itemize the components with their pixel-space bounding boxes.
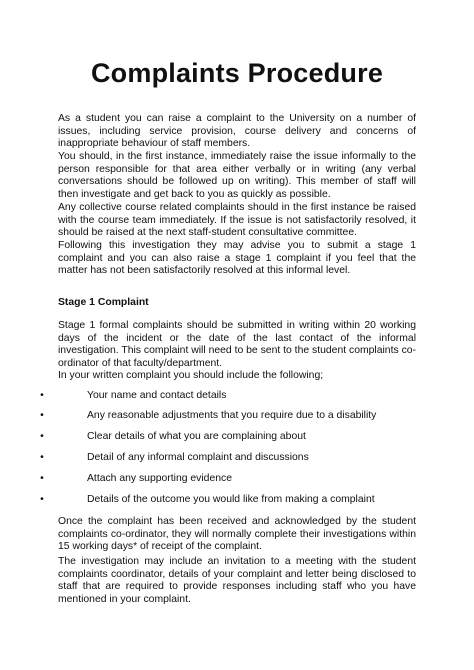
stage1-paragraph-2: In your written complaint you should include the following;: [58, 370, 324, 381]
list-item: [37, 493, 417, 507]
page-title: Complaints Procedure: [90, 58, 384, 88]
intro-paragraph-1: As a student you can raise a complaint to the University on a number of issues, including service provision, course delivery and concerns of inappropriate behaviour of staff members.: [58, 113, 416, 150]
list-item-text: Detail of any informal complaint and discussions: [87, 452, 309, 463]
bullet-icon: •: [40, 390, 44, 401]
list-item-text: Any reasonable adjustments that you require due to a disability: [87, 410, 377, 421]
intro-paragraph-2: You should, in the first instance, immediately raise the issue informally to the person responsible for that area either verbally or in writing (any verbal conversations should be followed up on writing). This member of staff will then investigate and get back to you as quickly as possible.: [58, 151, 416, 200]
stage1-paragraph-3: Once the complaint has been received and acknowledged by the student complaints co-ordinator, they will normally complete their investigations within 15 working days* of receipt of the complaint.: [58, 516, 416, 553]
list-item: [37, 409, 417, 423]
list-item-text: Details of the outcome you would like from making a complaint: [87, 494, 375, 505]
list-item: [37, 451, 417, 465]
bullet-icon: •: [40, 431, 44, 442]
list-item: [37, 430, 417, 444]
bullet-icon: •: [40, 452, 44, 463]
list-item-text: Clear details of what you are complaining about: [87, 431, 306, 442]
stage1-paragraph-4: The investigation may include an invitation to a meeting with the student complaints coordinator, details of your complaint and letter being disclosed to staff that are required to provide responses including staff who you have mentioned in your complaint.: [58, 556, 416, 605]
bullet-icon: •: [40, 410, 44, 421]
list-item-text: Attach any supporting evidence: [87, 473, 232, 484]
list-item: [37, 472, 417, 486]
stage1-paragraph-1: Stage 1 formal complaints should be submitted in writing within 20 working days of the incident or the date of the last contact of the informal investigation. This complaint will need to be sent to the student complaints co-ordinator of that faculty/department.: [58, 320, 416, 369]
bullet-icon: •: [40, 473, 44, 484]
intro-paragraph-4: Following this investigation they may advise you to submit a stage 1 complaint and you can also raise a stage 1 complaint if you feel that the matter has not been satisfactorily resolved at this informal level.: [58, 240, 416, 277]
list-item: [37, 389, 417, 403]
stage1-heading: Stage 1 Complaint: [58, 297, 149, 308]
bullet-icon: •: [40, 494, 44, 505]
list-item-text: Your name and contact details: [87, 390, 227, 401]
intro-paragraph-3: Any collective course related complaints should in the first instance be raised with the course team immediately. If the issue is not satisfactorily resolved, it should be raised at the next staff-student consultative committee.: [58, 202, 416, 239]
